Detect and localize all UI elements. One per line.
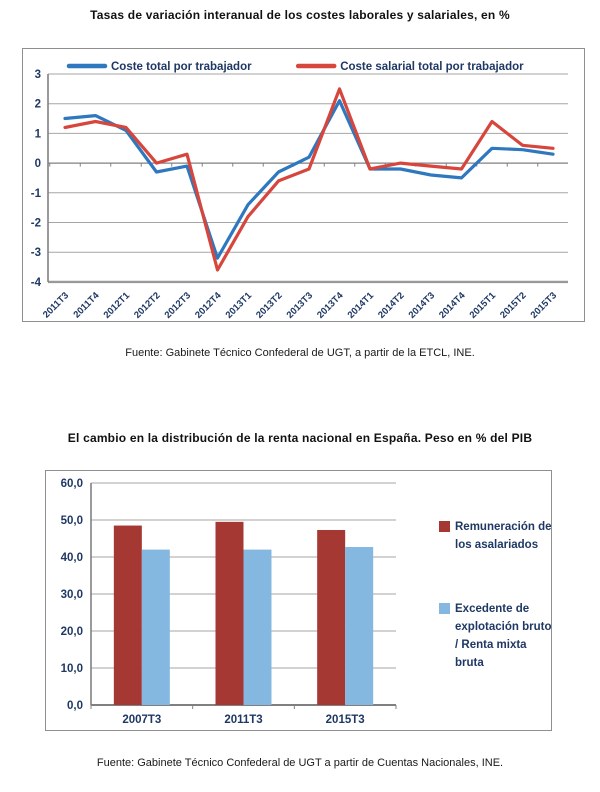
bar-2011T3-serie-0	[216, 522, 244, 705]
y-axis-tick-label: 2	[34, 98, 41, 111]
y-axis-tick-label: 0	[34, 158, 41, 171]
bar-2007T3-serie-0	[114, 526, 142, 705]
bar-2015T3-serie-0	[317, 530, 345, 705]
x-axis-tick-label: 2013T4	[315, 290, 346, 321]
x-axis-tick-label: 2014T2	[376, 290, 407, 321]
x-axis-tick-label: 2013T3	[284, 290, 316, 321]
legend-label-1-line-2: / Renta mixta	[455, 639, 527, 651]
x-axis-tick-label: 2015T1	[467, 290, 499, 321]
y-axis-tick-label: 1	[34, 128, 41, 141]
x-axis-category-label: 2007T3	[122, 714, 162, 726]
x-axis-tick-label: 2014T4	[437, 290, 468, 321]
x-axis-tick-label: 2011T4	[71, 290, 102, 321]
line-chart-title: Tasas de variación interanual de los costes laborales y salariales, en %	[90, 8, 510, 22]
x-axis-tick-label: 2012T2	[132, 290, 163, 321]
legend-label-1-line-3: bruta	[455, 657, 484, 669]
y-axis-tick-label: 50,0	[60, 515, 83, 527]
x-axis-tick-label: 2014T3	[406, 290, 438, 321]
y-axis-tick-label: -1	[30, 187, 41, 200]
x-axis-tick-label: 2011T3	[40, 290, 72, 321]
x-axis-tick-label: 2012T4	[193, 290, 224, 321]
bar-2011T3-serie-1	[244, 550, 272, 705]
y-axis-tick-label: -4	[30, 276, 41, 289]
y-axis-tick-label: -3	[30, 247, 41, 260]
x-axis-tick-label: 2015T2	[498, 290, 529, 321]
line-series-0	[65, 101, 553, 258]
y-axis-tick-label: 40,0	[60, 552, 83, 564]
line-chart-frame	[22, 48, 585, 322]
bar-chart-title: El cambio en la distribución de la renta nacional en España. Peso en % del PIB	[67, 431, 533, 445]
y-axis-tick-label: 0,0	[67, 700, 83, 712]
legend-label-1: Coste salarial total por trabajador	[340, 61, 524, 73]
bar-chart-frame	[45, 470, 552, 731]
bar-chart-source: Fuente: Gabinete Técnico Confederal de UGT a partir de Cuentas Nacionales, INE.	[96, 757, 504, 769]
y-axis-tick-label: 3	[34, 69, 41, 81]
line-chart-source: Fuente: Gabinete Técnico Confederal de UGT, a partir de la ETCL, INE.	[125, 347, 475, 359]
x-axis-tick-label: 2012T3	[162, 290, 194, 321]
legend-label-0-line-1: los asalariados	[455, 539, 539, 551]
legend-label-0-line-0: Remuneración de	[455, 521, 551, 533]
y-axis-tick-label: 20,0	[60, 626, 83, 638]
bar-chart-canvas	[46, 471, 551, 730]
x-axis-tick-label: 2013T2	[254, 290, 285, 321]
legend-label-1-line-1: explotación bruto	[455, 621, 551, 633]
legend-label-0: Coste total por trabajador	[111, 61, 252, 73]
x-axis-tick-label: 2012T1	[101, 290, 133, 321]
bar-2015T3-serie-1	[345, 547, 373, 705]
bar-2007T3-serie-1	[142, 550, 170, 705]
y-axis-tick-label: 60,0	[60, 478, 83, 490]
y-axis-tick-label: -2	[30, 217, 41, 230]
y-axis-tick-label: 10,0	[60, 663, 83, 675]
x-axis-category-label: 2015T3	[325, 714, 365, 726]
legend-label-1-line-0: Excedente de	[455, 603, 530, 615]
legend-square-swatch-1	[439, 603, 450, 614]
x-axis-tick-label: 2013T1	[223, 290, 255, 321]
x-axis-tick-label: 2014T1	[345, 290, 377, 321]
x-axis-category-label: 2011T3	[224, 714, 263, 726]
line-series-1	[65, 89, 553, 270]
y-axis-tick-label: 30,0	[60, 589, 83, 601]
legend-square-swatch-0	[439, 521, 450, 532]
x-axis-tick-label: 2015T3	[528, 290, 560, 321]
line-chart-canvas	[23, 49, 584, 321]
